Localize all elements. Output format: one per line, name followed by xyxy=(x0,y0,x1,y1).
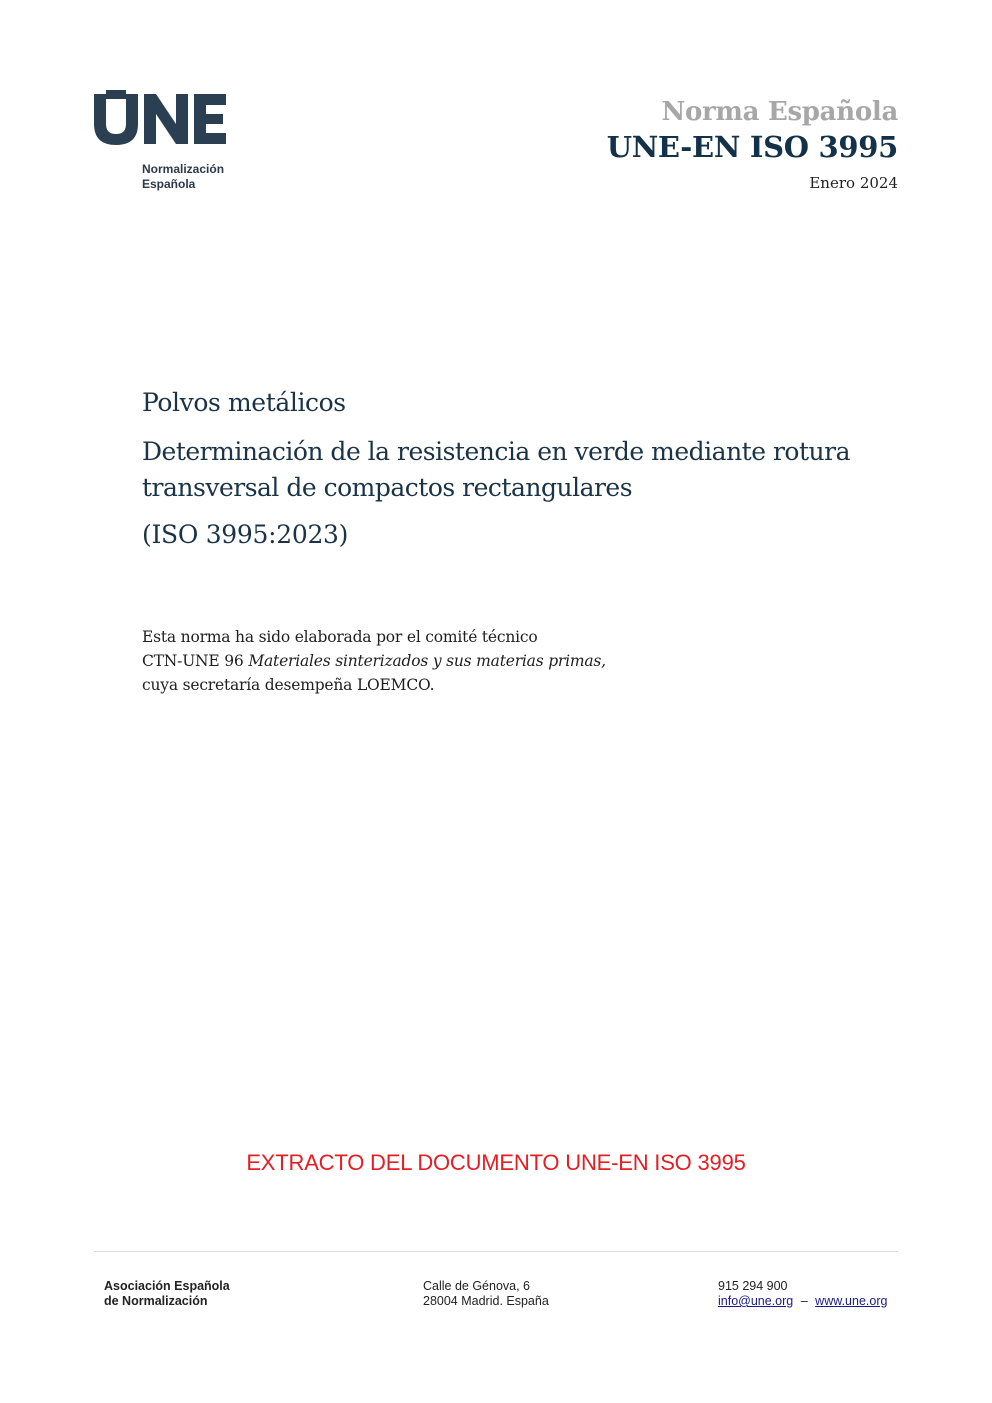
committee-line: cuya secretaría desempeña LOEMCO. xyxy=(142,676,435,694)
footer-separator: – xyxy=(800,1294,808,1308)
footer-org-line: de Normalización xyxy=(104,1294,208,1308)
footer-address xyxy=(423,1279,549,1309)
committee-line: Esta norma ha sido elaborada por el comité técnico xyxy=(142,628,538,646)
footer-contact xyxy=(718,1279,887,1309)
publication-date: Enero 2024 xyxy=(809,174,898,192)
committee-code: CTN-UNE 96 xyxy=(142,652,244,670)
standard-code: UNE-EN ISO 3995 xyxy=(606,130,898,164)
une-logo-mark xyxy=(92,88,228,146)
committee-line xyxy=(142,649,606,673)
email-link[interactable]: info@une.org xyxy=(718,1294,794,1308)
committee-name: Materiales sinterizados y sus materias primas, xyxy=(248,652,606,670)
footer-address-line: 28004 Madrid. España xyxy=(423,1294,549,1308)
footer-org-line: Asociación Española xyxy=(104,1279,230,1293)
logo-subtitle-line: Española xyxy=(142,177,196,191)
extract-notice: EXTRACTO DEL DOCUMENTO UNE-EN ISO 3995 xyxy=(246,1150,746,1175)
iso-reference: (ISO 3995:2023) xyxy=(142,520,349,549)
footer-organization xyxy=(104,1279,230,1309)
website-link[interactable]: www.une.org xyxy=(815,1294,888,1308)
committee-statement xyxy=(142,625,606,697)
subtitle-line: transversal de compactos rectangulares xyxy=(142,473,633,502)
footer-phone: 915 294 900 xyxy=(718,1279,788,1293)
logo-subtitle-line: Normalización xyxy=(142,162,225,176)
logo-subtitle xyxy=(142,162,224,192)
footer-divider xyxy=(94,1251,898,1252)
document-title-block xyxy=(142,386,922,552)
document-subtitle xyxy=(142,434,922,506)
une-logo xyxy=(92,88,242,191)
norma-label: Norma Española xyxy=(661,97,898,127)
standard-header xyxy=(607,96,898,192)
document-title: Polvos metálicos xyxy=(142,388,346,417)
subtitle-line: Determinación de la resistencia en verde mediante rotura xyxy=(142,437,850,466)
footer-links xyxy=(718,1294,887,1309)
footer-address-line: Calle de Génova, 6 xyxy=(423,1279,531,1293)
